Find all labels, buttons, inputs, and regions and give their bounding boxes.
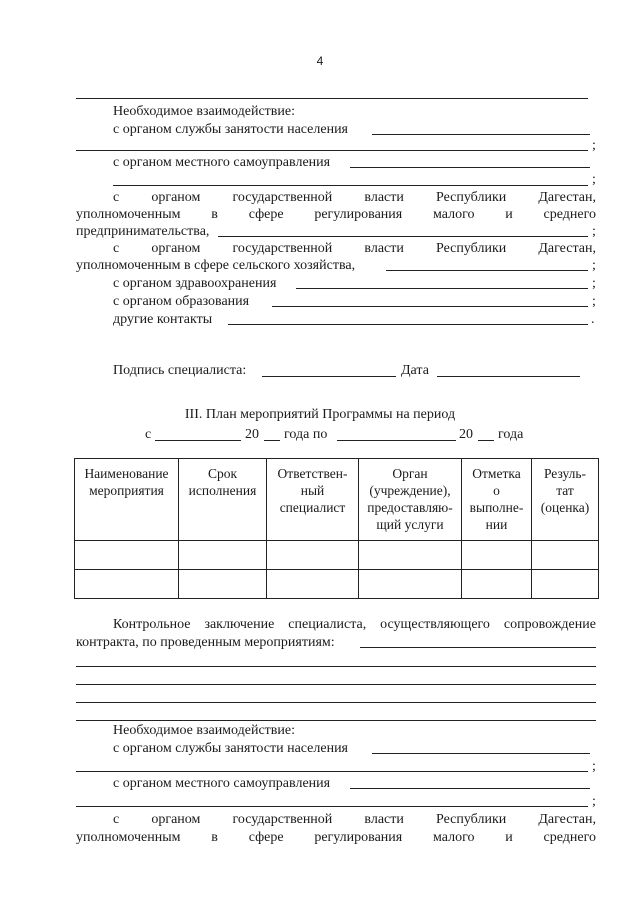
table-header-row — [75, 459, 599, 541]
table-cell[interactable] — [359, 541, 462, 570]
conclusion-field-line2[interactable] — [76, 666, 596, 667]
other-contacts-field[interactable] — [228, 324, 588, 325]
table-cell[interactable] — [75, 541, 179, 570]
column-header-responsible: Ответствен- ный специалист — [267, 459, 359, 541]
gov-business-line2: уполномоченным в сфере регулирования малого и среднего — [76, 207, 596, 222]
semicolon: ; — [592, 276, 596, 291]
local-government-field[interactable] — [350, 167, 590, 168]
semicolon: ; — [592, 759, 596, 774]
plan-title: III. План мероприятий Программы на период — [184, 407, 456, 422]
year-word: года — [498, 427, 524, 442]
interaction-heading-2: Необходимое взаимодействие: — [113, 723, 296, 738]
conclusion-field-line4[interactable] — [76, 702, 596, 703]
local-government-field-line2[interactable] — [113, 185, 588, 186]
semicolon: ; — [592, 294, 596, 309]
period-to-field[interactable] — [337, 440, 456, 441]
table-cell[interactable] — [532, 570, 599, 599]
table-cell[interactable] — [462, 541, 532, 570]
table-cell[interactable] — [179, 541, 267, 570]
column-header-result: Резуль- тат (оценка) — [532, 459, 599, 541]
employment-service-field-line2[interactable] — [76, 150, 588, 151]
plan-table — [74, 458, 599, 599]
conclusion-field[interactable] — [360, 647, 596, 648]
table-cell[interactable] — [267, 541, 359, 570]
page-number: 4 — [316, 54, 324, 68]
semicolon: ; — [592, 138, 596, 153]
interaction-heading: Необходимое взаимодействие: — [113, 104, 296, 119]
employment-service-label: с органом службы занятости населения — [113, 122, 348, 137]
year-prefix-2: 20 — [459, 427, 473, 442]
other-contacts-label: другие контакты — [113, 312, 213, 327]
gov-business-line1: с органом государственной власти Республики Дагестан, — [113, 190, 596, 205]
year-2-field[interactable] — [478, 440, 494, 441]
year-prefix-1: 20 — [245, 427, 259, 442]
local-government-field-2-line2[interactable] — [76, 806, 588, 807]
gov-business-field[interactable] — [218, 236, 588, 237]
gov-agri-field[interactable] — [386, 270, 588, 271]
table-cell[interactable] — [359, 570, 462, 599]
column-header-completion-mark: Отметка о выполне- нии — [462, 459, 532, 541]
employment-service-label-2: с органом службы занятости населения — [113, 741, 348, 756]
health-label: с органом здравоохранения — [113, 276, 277, 291]
conclusion-field-line5[interactable] — [76, 720, 596, 721]
table-row — [75, 570, 599, 599]
table-cell[interactable] — [462, 570, 532, 599]
period-from-label: с — [145, 427, 152, 442]
date-field[interactable] — [437, 376, 580, 377]
semicolon: ; — [592, 794, 596, 809]
column-header-deadline: Срок исполнения — [179, 459, 267, 541]
health-field[interactable] — [296, 288, 588, 289]
period: . — [591, 312, 595, 327]
gov-business-line2-2: уполномоченным в сфере регулирования малого и среднего — [76, 830, 596, 845]
gov-business-line1-2: с органом государственной власти Республики Дагестан, — [113, 812, 596, 827]
period-from-field[interactable] — [155, 440, 241, 441]
table-cell[interactable] — [179, 570, 267, 599]
period-to-label: года по — [284, 427, 328, 442]
gov-agri-line1: с органом государственной власти Республики Дагестан, — [113, 241, 596, 256]
date-label: Дата — [401, 363, 429, 378]
local-government-label: с органом местного самоуправления — [113, 155, 331, 170]
employment-service-field[interactable] — [372, 134, 590, 135]
top-rule — [76, 98, 588, 99]
conclusion-line2: контракта, по проведенным мероприятиям: — [76, 635, 335, 650]
year-1-field[interactable] — [264, 440, 280, 441]
table-cell[interactable] — [75, 570, 179, 599]
employment-service-field-2-line2[interactable] — [76, 771, 588, 772]
semicolon: ; — [592, 172, 596, 187]
table-cell[interactable] — [267, 570, 359, 599]
local-government-field-2[interactable] — [350, 788, 590, 789]
semicolon: ; — [592, 258, 596, 273]
education-field[interactable] — [272, 306, 588, 307]
employment-service-field-2[interactable] — [372, 753, 590, 754]
table-row — [75, 541, 599, 570]
signature-field[interactable] — [262, 376, 396, 377]
column-header-service-provider: Орган (учреждение), предоставляю- щий услуги — [359, 459, 462, 541]
conclusion-line1: Контрольное заключение специалиста, осуществляющего сопровождение — [113, 617, 596, 632]
signature-label: Подпись специалиста: — [113, 363, 247, 378]
education-label: с органом образования — [113, 294, 250, 309]
conclusion-field-line3[interactable] — [76, 684, 596, 685]
gov-business-line3: предпринимательства, — [76, 224, 210, 239]
column-header-activity: Наименование мероприятия — [75, 459, 179, 541]
local-government-label-2: с органом местного самоуправления — [113, 776, 331, 791]
semicolon: ; — [592, 224, 596, 239]
table-cell[interactable] — [532, 541, 599, 570]
gov-agri-line2: уполномоченным в сфере сельского хозяйства, — [76, 258, 356, 273]
